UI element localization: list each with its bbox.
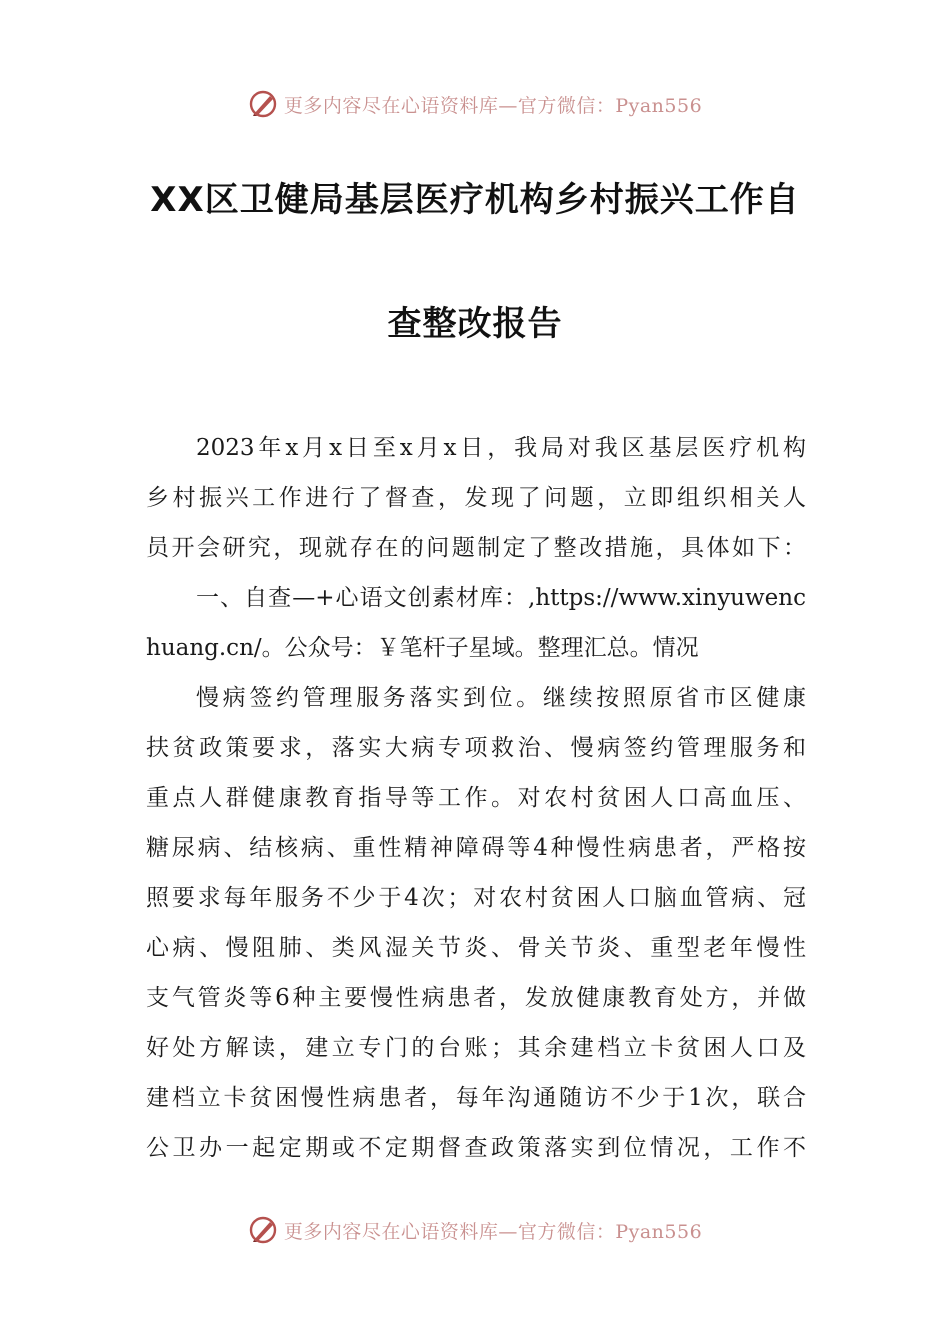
document-title-line-2: 查整改报告 (387, 304, 563, 344)
body-line: 心病、慢阻肺、类风湿关节炎、骨关节炎、重型老年慢性 (146, 935, 806, 961)
body-line: 一、自查—+心语文创素材库：,https://www.xinyuwenc (196, 585, 806, 611)
header-banner-text: 更多内容尽在心语资料库—官方微信：Pyan556 (283, 94, 703, 117)
pen-circle-logo-icon (248, 1215, 278, 1245)
body-line: 糖尿病、结核病、重性精神障碍等4种慢性病患者，严格按 (146, 835, 806, 861)
body-line: 2023年x月x日至x月x日，我局对我区基层医疗机构 (196, 435, 806, 461)
footer-banner-text: 更多内容尽在心语资料库—官方微信：Pyan556 (283, 1220, 703, 1243)
body-line: 扶贫政策要求，落实大病专项救治、慢病签约管理服务和 (146, 735, 806, 761)
pen-circle-logo-icon (248, 89, 278, 119)
body-line: 好处方解读，建立专门的台账；其余建档立卡贫困人口及 (146, 1035, 806, 1061)
document-title-line-1: XX区卫健局基层医疗机构乡村振兴工作自 (150, 180, 800, 220)
body-line: 照要求每年服务不少于4次；对农村贫困人口脑血管病、冠 (146, 885, 806, 911)
body-line: huang.cn/。公众号：￥笔杆子星域。整理汇总。情况 (146, 635, 699, 661)
body-line: 员开会研究，现就存在的问题制定了整改措施，具体如下： (146, 535, 806, 561)
body-line: 支气管炎等6种主要慢性病患者，发放健康教育处方，并做 (146, 985, 806, 1011)
body-line: 乡村振兴工作进行了督查，发现了问题，立即组织相关人 (146, 485, 806, 511)
header-banner (0, 84, 950, 124)
footer-banner (0, 1210, 950, 1250)
body-line: 建档立卡贫困慢性病患者，每年沟通随访不少于1次，联合 (146, 1085, 806, 1111)
body-line: 重点人群健康教育指导等工作。对农村贫困人口高血压、 (146, 785, 806, 811)
body-line: 公卫办一起定期或不定期督查政策落实到位情况，工作不 (146, 1135, 806, 1161)
body-line: 慢病签约管理服务落实到位。继续按照原省市区健康 (196, 685, 806, 711)
